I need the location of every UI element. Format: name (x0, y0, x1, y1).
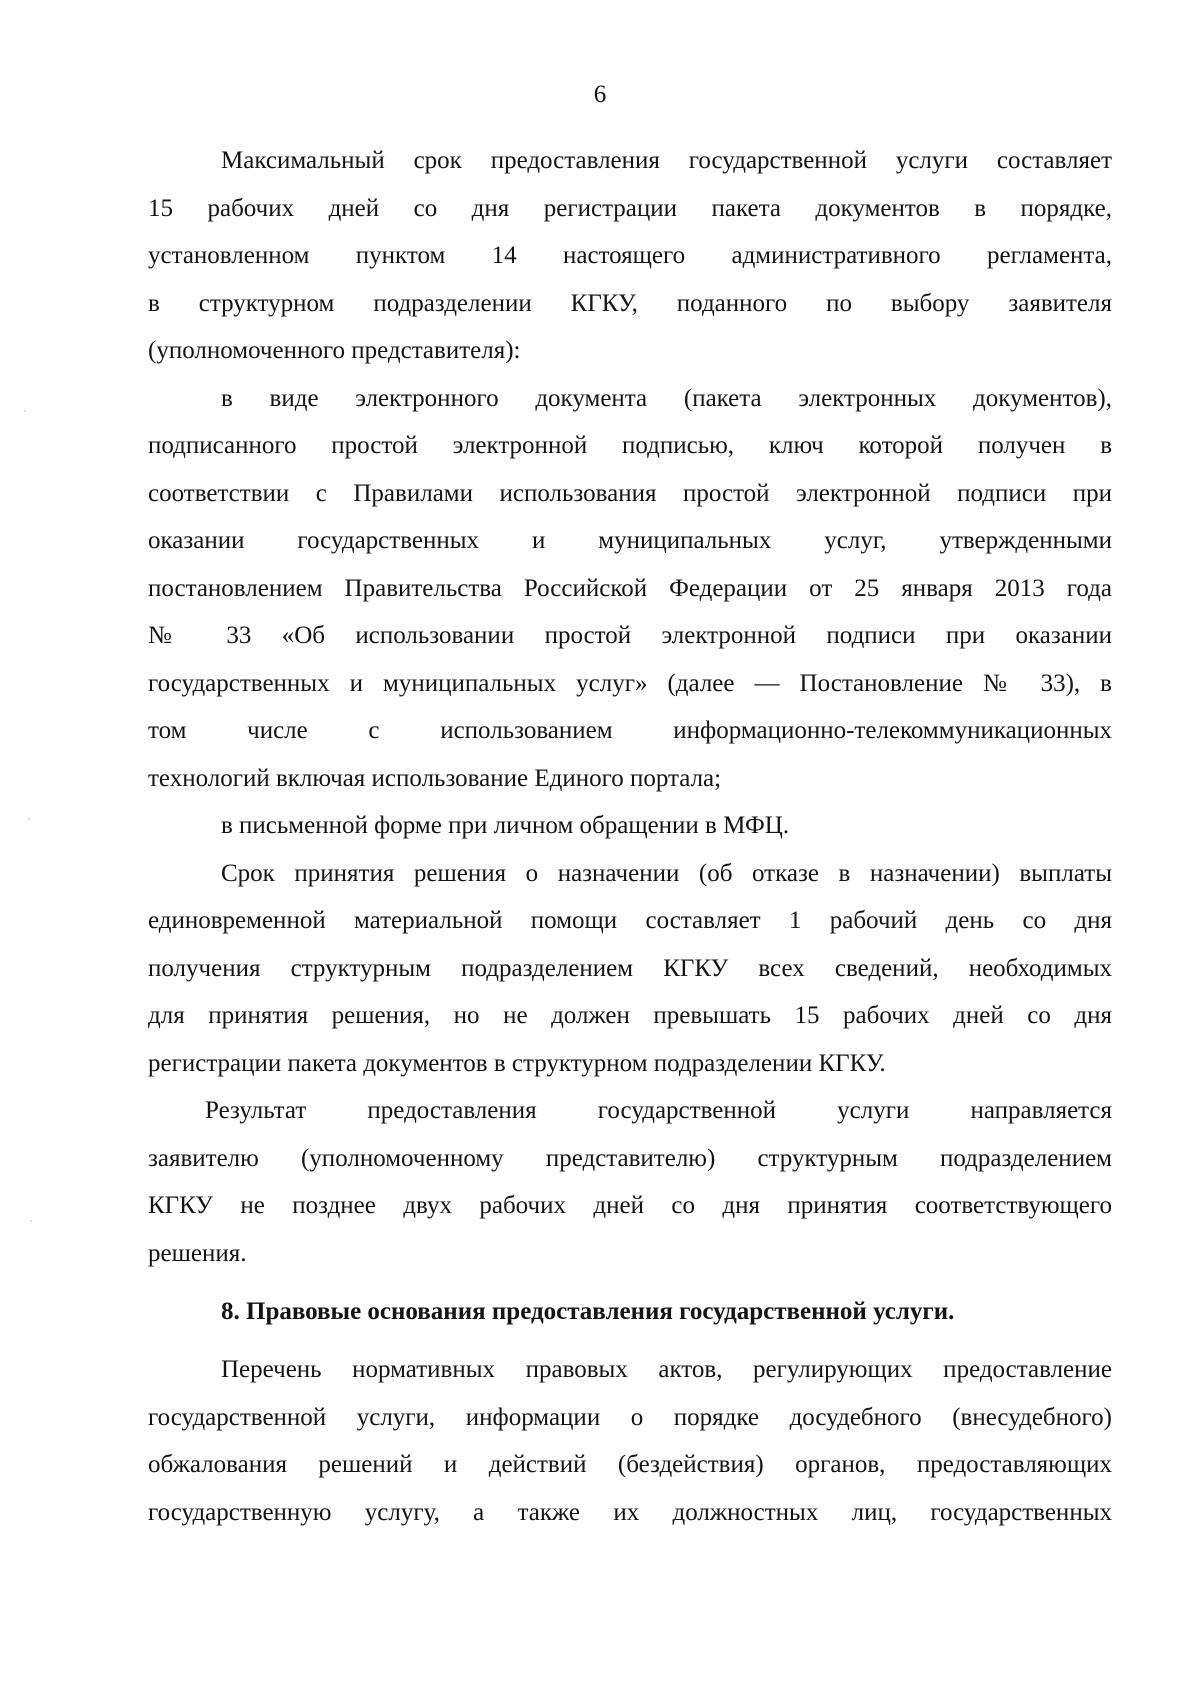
text-line: КГКУ не позднее двух рабочих дней со дня принятия соответствующего (148, 1192, 1112, 1219)
text-line: заявителю (уполномоченному представителю) структурным подразделением (148, 1144, 1112, 1172)
text-line: том числе с использованием информационно-телекоммуникационных (148, 717, 1112, 744)
text-line: регистрации пакета документов в структурном подразделении КГКУ. (148, 1049, 886, 1077)
paragraph-service-term (148, 137, 1112, 375)
text-line: подписанного простой электронной подписью, ключ которой получен в (148, 432, 1112, 459)
section-heading: 8. Правовые основания предоставления государственной услуги. (221, 1298, 955, 1325)
text-line: Максимальный срок предоставления государственной услуги составляет (221, 147, 1112, 174)
paragraph-legal-acts (148, 1346, 1112, 1536)
paragraph-written-form (148, 802, 1112, 850)
document-body (148, 137, 1112, 1536)
scan-speck (30, 1220, 32, 1222)
text-line: для принятия решения, но не должен превышать 15 рабочих дней со дня (148, 1002, 1112, 1029)
text-line: Перечень нормативных правовых актов, регулирующих предоставление (221, 1356, 1112, 1383)
text-line: 15 рабочих дней со дня регистрации пакета документов в порядке, (148, 194, 1112, 222)
text-line: в письменной форме при личном обращении в МФЦ. (221, 812, 790, 839)
text-line: Срок принятия решения о назначении (об отказе в назначении) выплаты (221, 859, 1112, 887)
text-line: в структурном подразделении КГКУ, поданного по выбору заявителя (148, 289, 1112, 317)
paragraph-electronic-document (148, 375, 1112, 803)
scan-speck (28, 818, 30, 820)
paragraph-decision-term (148, 850, 1112, 1088)
paragraph-result (148, 1087, 1112, 1277)
text-line: постановлением Правительства Российской Федерации от 25 января 2013 года (148, 574, 1112, 602)
text-line: соответствии с Правилами использования простой электронной подписи при (148, 479, 1112, 507)
page-number: 6 (593, 81, 607, 108)
text-line: получения структурным подразделением КГКУ всех сведений, необходимых (148, 954, 1112, 982)
scan-speck (24, 410, 26, 412)
text-line: в виде электронного документа (пакета электронных документов), (221, 384, 1112, 412)
text-line: установленном пунктом 14 настоящего административного регламента, (148, 242, 1112, 269)
text-line: Результат предоставления государственной услуги направляется (205, 1097, 1112, 1124)
text-line: № 33 «Об использовании простой электронной подписи при оказании (148, 622, 1112, 649)
text-line: единовременной материальной помощи составляет 1 рабочий день со дня (148, 907, 1112, 934)
text-line: оказании государственных и муниципальных услуг, утвержденными (148, 527, 1112, 554)
text-line: государственной услуги, информации о порядке досудебного (внесудебного) (148, 1403, 1112, 1431)
text-line: государственную услугу, а также их должностных лиц, государственных (148, 1498, 1112, 1526)
text-line: обжалования решений и действий (бездействия) органов, предоставляющих (148, 1451, 1112, 1478)
text-line: государственных и муниципальных услуг» (далее — Постановление № 33), в (148, 669, 1112, 697)
text-line: (уполномоченного представителя): (148, 337, 521, 364)
text-line: технологий включая использование Единого портала; (148, 764, 722, 792)
text-line: решения. (148, 1239, 247, 1267)
